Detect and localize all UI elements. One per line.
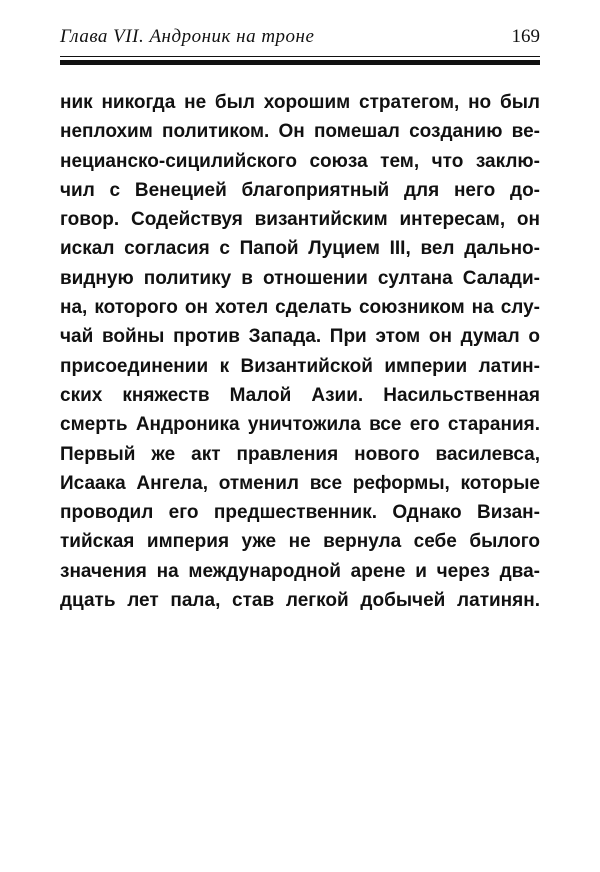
header-rule-thin: [60, 56, 540, 57]
text-line: Исаака Ангела, отменил все реформы, которые: [60, 472, 540, 494]
text-line: видную политику в отношении султана Салади-: [60, 267, 540, 289]
text-line: неплохим политиком. Он помешал созданию ве-: [60, 121, 540, 143]
text-line: значения на международной арене и через два-: [60, 560, 540, 582]
text-line: чай войны против Запада. При этом он думал о: [60, 326, 540, 348]
text-line: дцать лет пала, став легкой добычей латинян.: [60, 590, 540, 612]
header-rule-thick: [60, 60, 540, 65]
text-line: Первый же акт правления нового василевса,: [60, 443, 540, 465]
page-number: 169: [511, 26, 540, 47]
body-text: [60, 88, 540, 615]
text-line: говор. Содействуя византийским интересам, он: [60, 209, 540, 231]
running-header: [60, 24, 540, 54]
text-line: на, которого он хотел сделать союзником на слу-: [60, 297, 540, 319]
chapter-title: Глава VII. Андроник на троне: [60, 26, 315, 47]
text-line: чил с Венецией благоприятный для него до-: [60, 179, 540, 201]
text-line: ник никогда не был хорошим стратегом, но был: [60, 92, 540, 113]
text-line: нецианско-сицилийского союза тем, что заклю-: [60, 150, 540, 172]
text-line: смерть Андроника уничтожила все его старания.: [60, 414, 540, 436]
text-line: проводил его предшественник. Однако Визан-: [60, 502, 540, 524]
text-line: присоединении к Византийской империи латин-: [60, 355, 540, 377]
text-line: ских княжеств Малой Азии. Насильственная: [60, 384, 540, 406]
text-line: тийская империя уже не вернула себе былого: [60, 531, 540, 553]
text-line: искал согласия с Папой Луцием III, вел дально-: [60, 238, 540, 260]
